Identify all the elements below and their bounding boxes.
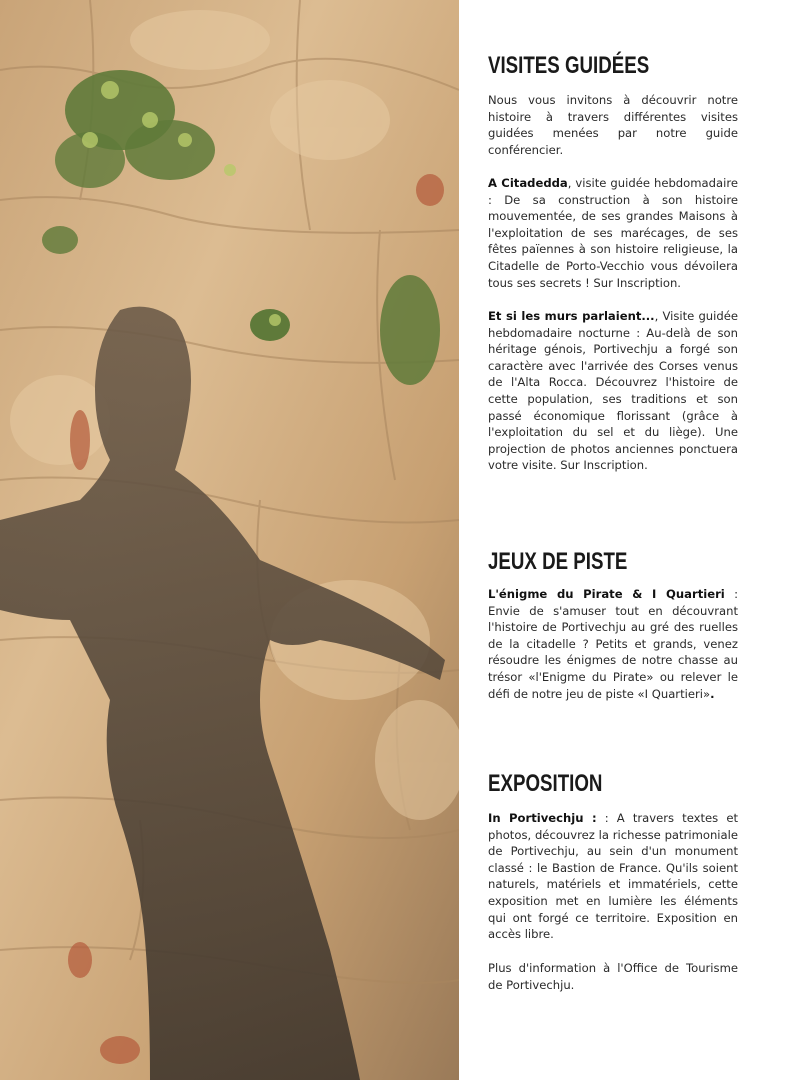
- murs-lead: Et si les murs parlaient...: [488, 309, 655, 323]
- citadedda-lead: A Citadedda: [488, 176, 568, 190]
- section-title-jeux-de-piste: JEUX DE PISTE: [488, 548, 628, 575]
- expo-info-paragraph: Plus d'information à l'Office de Tourisme de Portivechju.: [488, 961, 738, 992]
- visites-murs-paragraph: [488, 308, 738, 474]
- section-title-visites-guidees: VISITES GUIDÉES: [488, 52, 650, 79]
- expo-lead: In Portivechju :: [488, 811, 597, 825]
- pirate-end: .: [710, 686, 715, 701]
- pirate-lead: L'énigme du Pirate & I Quartieri: [488, 587, 725, 601]
- expo-body: : A travers textes et photos, découvrez la richesse patrimoniale de Portivechju, au sein d'un monument classé : le Bastion de France. Qu'ils soient naturels, matériels et immatériels, cette exposition met en lumière les éléments qui ont forgé ce territoire. Exposition en accès libre.: [488, 811, 739, 942]
- visites-intro-paragraph: Nous vous invitons à découvrir notre histoire à travers différentes visites guidées menées par notre guide conférencier.: [488, 93, 738, 157]
- murs-body: , Visite guidée hebdomadaire nocturne : Au-delà de son héritage génois, Portivechju a forgé son caractère avec l'arrivée des Corses venus de l'Alta Rocca. Découvrez l'histoire de cette population, ses traditions et son passé économique florissant (grâce à l'exploitation du sel et du liège). Une projection de photos anciennes ponctuera votre visite. Sur Inscription.: [488, 309, 739, 473]
- section-title-exposition: EXPOSITION: [488, 770, 603, 797]
- jeux-pirate-paragraph: [488, 586, 738, 702]
- visites-citadedda-paragraph: [488, 175, 738, 291]
- citadedda-body: , visite guidée hebdomadaire : De sa construction à son histoire mouvementée, de ses grandes Maisons à l'exploitation de ses marécages, de ses fêtes païennes à son histoire religieuse, la Citadelle de Porto-Vecchio vous dévoilera tous ses secrets ! Sur Inscription.: [488, 176, 738, 290]
- pirate-body: : Envie de s'amuser tout en découvrant l'histoire de Portivechju au gré des ruelles de la citadelle ? Petits et grands, venez résoudre les énigmes de notre chasse au trésor «l'Enigme du Pirate» ou relever le défi de notre jeu de piste «I Quartieri»: [488, 587, 738, 701]
- expo-portivechju-paragraph: [488, 810, 738, 943]
